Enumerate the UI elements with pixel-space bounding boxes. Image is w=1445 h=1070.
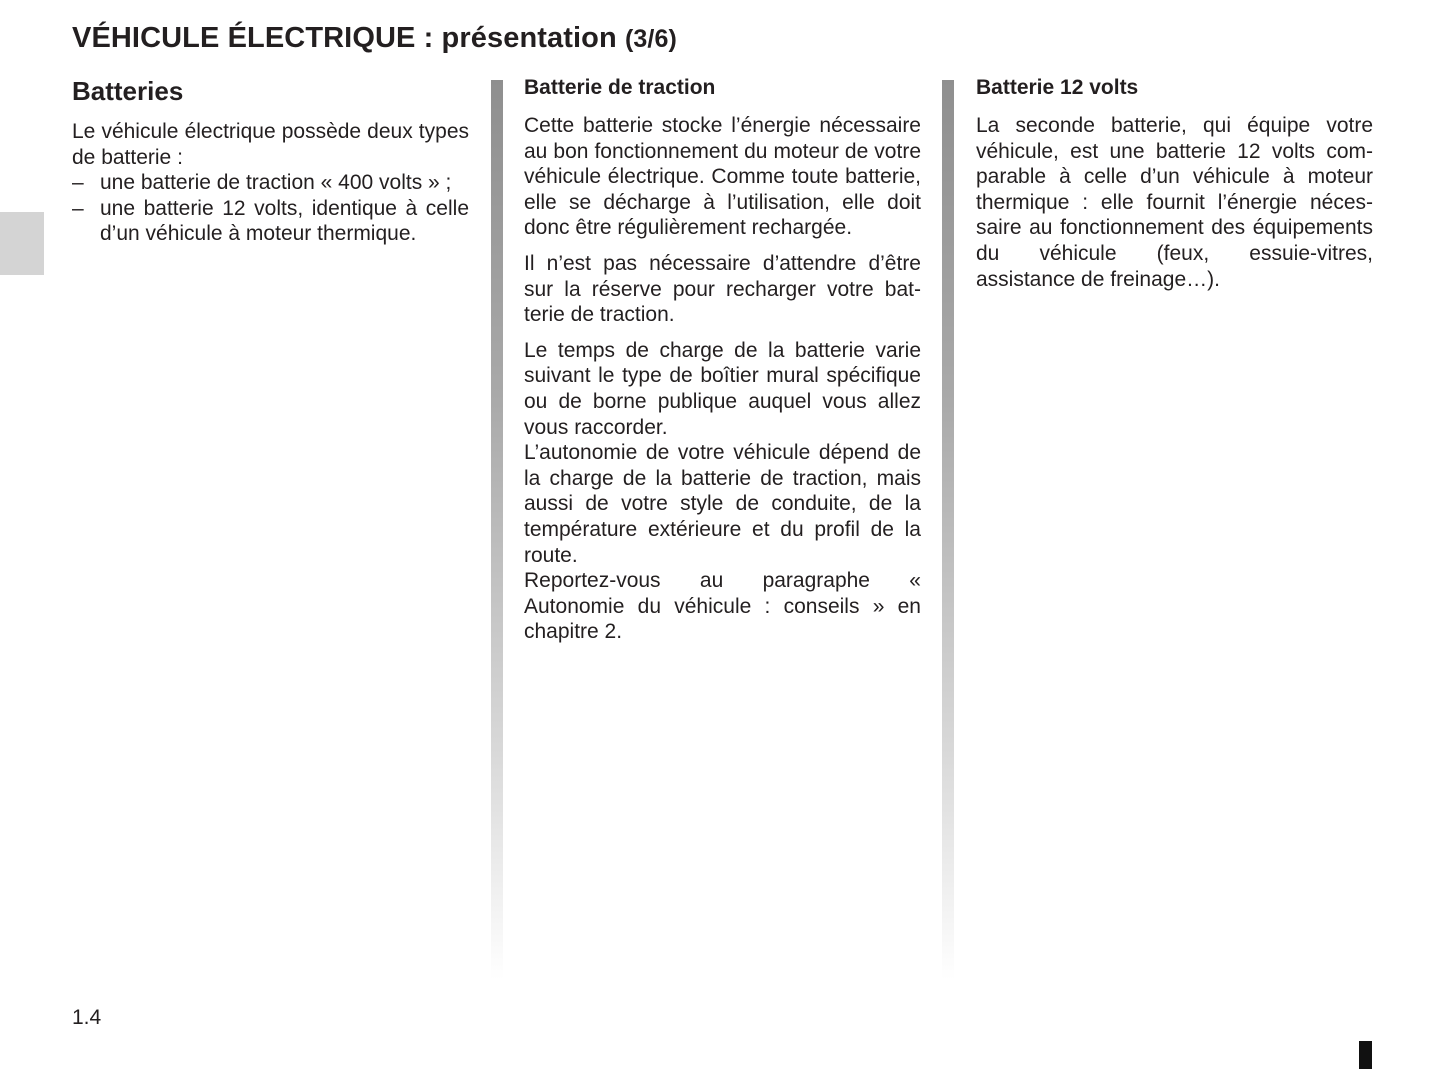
column-batteries — [72, 75, 469, 247]
sub-heading-traction-battery: Batterie de traction — [524, 76, 716, 99]
traction-paragraph: Il n’est pas nécessaire d’attendre d’être sur la réserve pour recharger votre batterie de traction. — [524, 251, 921, 327]
page-number: 1.4 — [72, 1006, 102, 1029]
section-heading-batteries: Batteries — [72, 76, 184, 106]
traction-paragraph: L’autonomie de votre véhicule dépend de la charge de la batterie de traction, mais aussi de votre style de conduite, de la température extérieure et du profil de la route. — [524, 441, 921, 567]
list-item — [72, 196, 469, 247]
list-item-text: une batterie 12 volts, identique à celle d’un véhicule à moteur thermique. — [100, 196, 469, 246]
column-divider-bar — [942, 80, 954, 980]
page-title-suffix: (3/6) — [624, 25, 677, 53]
column-divider-bar — [491, 80, 503, 980]
page-title-main: VÉHICULE ÉLECTRIQUE : présentation — [72, 22, 617, 54]
dash-bullet: – — [72, 196, 84, 220]
column-traction-battery — [524, 75, 921, 645]
chapter-tab-marker — [0, 212, 44, 275]
traction-paragraph: Cette batterie stocke l’énergie nécessaire au bon fonctionnement du moteur de votre véhicule électrique. Comme toute batterie, elle se décharge à l’utilisation, elle doit donc être régulièrement rechargée. — [524, 114, 921, 240]
sub-heading-12v-battery: Batterie 12 volts — [976, 76, 1139, 99]
page-edge-marker — [1359, 1041, 1372, 1069]
traction-paragraph: Le temps de charge de la batterie varie suivant le type de boîtier mural spécifique ou de borne publique auquel vous allez vous raccorder. — [524, 338, 921, 439]
list-item — [72, 170, 469, 196]
traction-paragraph: Reportez-vous au paragraphe « Autonomie du véhicule : conseils » en chapitre 2. — [524, 569, 921, 644]
dash-bullet: – — [72, 171, 84, 195]
12v-battery-paragraph: La seconde batterie, qui équipe votre véhicule, est une batterie 12 volts comparable à celle d’un véhicule à moteur thermique : elle fournit l’énergie nécessaire au fonctionnement des équipements du véhicule (feux, essuie-vitres, assistance de freinage…). — [976, 114, 1373, 291]
batteries-intro: Le véhicule électrique possède deux types de batterie : — [72, 120, 469, 169]
list-item-text: une batterie de traction « 400 volts » ; — [100, 171, 452, 195]
page-title — [72, 22, 677, 55]
battery-types-list — [72, 170, 469, 247]
column-12v-battery — [976, 75, 1373, 302]
